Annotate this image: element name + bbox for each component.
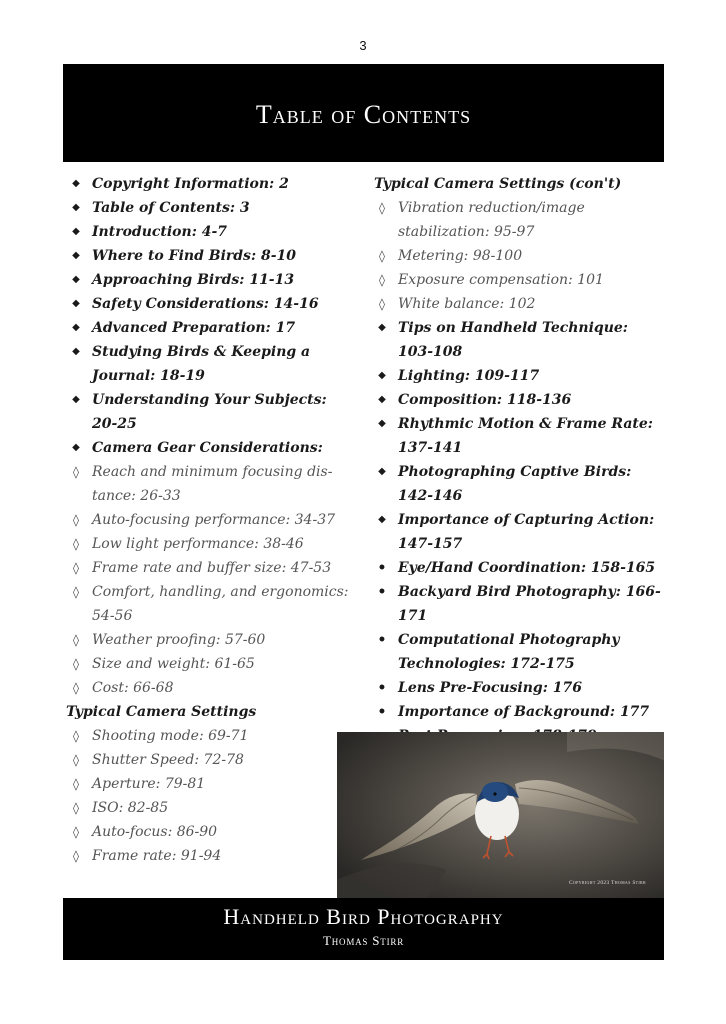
- toc-entry: [372, 316, 664, 364]
- toc-entry: [372, 556, 664, 580]
- lozenge-bullet-icon: ◊: [73, 849, 79, 863]
- toc-entry-text: Auto-focus: 86-90: [92, 824, 218, 840]
- toc-entry: [372, 676, 664, 700]
- photo-credit: Copyright 2023 Thomas Stirr: [569, 880, 646, 886]
- diamond-bullet-icon: ◆: [72, 274, 80, 285]
- toc-entry: [66, 724, 356, 748]
- toc-list-right: [372, 196, 664, 796]
- title-banner: [63, 64, 664, 162]
- toc-entry: [66, 748, 356, 772]
- toc-entry-text: Auto-focusing performance: 34-37: [92, 512, 336, 528]
- section-heading-camera-settings-cont: Typical Camera Settings (con't): [374, 176, 622, 192]
- toc-entry-text: Introduction: 4-7: [92, 224, 228, 240]
- dot-bullet-icon: •: [377, 560, 387, 576]
- toc-entry-text: Advanced Preparation: 17: [92, 320, 296, 336]
- toc-entry: [66, 436, 356, 460]
- lozenge-bullet-icon: ◊: [73, 753, 79, 767]
- toc-entry-text: Lighting: 109-117: [398, 368, 540, 384]
- toc-entry-text: White balance: 102: [398, 296, 536, 312]
- toc-entry-text: Importance of Capturing Action: 147-157: [398, 512, 655, 552]
- toc-left-column: [66, 172, 356, 868]
- diamond-bullet-icon: ◆: [72, 202, 80, 213]
- toc-entry-text: Studying Birds & Keeping a Journal: 18-19: [92, 344, 311, 384]
- toc-list-camera-settings: [66, 724, 356, 868]
- toc-entry: [66, 292, 356, 316]
- toc-entry: [66, 532, 356, 556]
- toc-entry: [66, 652, 356, 676]
- toc-entry-text: Copyright Information: 2: [92, 176, 289, 192]
- toc-entry: [66, 172, 356, 196]
- toc-entry: [372, 268, 664, 292]
- toc-entry: [372, 196, 664, 244]
- toc-entry: [66, 268, 356, 292]
- toc-list-left: [66, 172, 356, 700]
- toc-entry-text: ISO: 82-85: [92, 800, 169, 816]
- toc-entry-text: Composition: 118-136: [398, 392, 572, 408]
- section-heading-camera-settings: Typical Camera Settings: [66, 704, 257, 720]
- book-title: Handheld Bird Photography: [223, 904, 504, 929]
- diamond-bullet-icon: ◆: [378, 322, 386, 333]
- toc-entry: [372, 292, 664, 316]
- toc-entry-text: Eye/Hand Coordination: 158-165: [398, 560, 656, 576]
- lozenge-bullet-icon: ◊: [73, 585, 79, 599]
- toc-entry-text: Comfort, handling, and ergonomics: 54-56: [92, 584, 349, 624]
- dot-bullet-icon: •: [377, 584, 387, 600]
- toc-entry: [66, 556, 356, 580]
- diamond-bullet-icon: ◆: [72, 394, 80, 405]
- toc-entry-text: Camera Gear Considerations:: [92, 440, 323, 456]
- toc-entry: [66, 244, 356, 268]
- toc-entry-text: Reach and minimum focusing dis-tance: 26-33: [92, 464, 333, 504]
- diamond-bullet-icon: ◆: [72, 178, 80, 189]
- toc-entry-text: Cost: 66-68: [92, 680, 174, 696]
- bird-photo: [337, 732, 664, 898]
- toc-entry-text: Where to Find Birds: 8-10: [92, 248, 297, 264]
- toc-entry: [66, 316, 356, 340]
- lozenge-bullet-icon: ◊: [73, 681, 79, 695]
- toc-entry-text: Lens Pre-Focusing: 176: [398, 680, 582, 696]
- lozenge-bullet-icon: ◊: [379, 249, 385, 263]
- diamond-bullet-icon: ◆: [378, 514, 386, 525]
- toc-entry: [66, 820, 356, 844]
- lozenge-bullet-icon: ◊: [73, 657, 79, 671]
- toc-entry-text: Photographing Captive Birds: 142-146: [398, 464, 632, 504]
- toc-entry-text: Size and weight: 61-65: [92, 656, 255, 672]
- lozenge-bullet-icon: ◊: [379, 201, 385, 215]
- toc-entry: [66, 580, 356, 628]
- toc-entry: [372, 412, 664, 460]
- toc-entry: [66, 388, 356, 436]
- toc-entry: [66, 508, 356, 532]
- page-number: 3: [359, 38, 367, 53]
- toc-entry-text: Shutter Speed: 72-78: [92, 752, 244, 768]
- lozenge-bullet-icon: ◊: [73, 633, 79, 647]
- toc-entry: [372, 508, 664, 556]
- lozenge-bullet-icon: ◊: [73, 465, 79, 479]
- toc-entry-text: Table of Contents: 3: [92, 200, 250, 216]
- diamond-bullet-icon: ◆: [378, 370, 386, 381]
- diamond-bullet-icon: ◆: [378, 466, 386, 477]
- toc-entry: [66, 628, 356, 652]
- toc-entry: [66, 220, 356, 244]
- toc-entry: [66, 340, 356, 388]
- lozenge-bullet-icon: ◊: [73, 729, 79, 743]
- lozenge-bullet-icon: ◊: [73, 561, 79, 575]
- lozenge-bullet-icon: ◊: [379, 297, 385, 311]
- toc-entry-text: Low light performance: 38-46: [92, 536, 304, 552]
- toc-entry-text: Safety Considerations: 14-16: [92, 296, 319, 312]
- toc-entry: [66, 460, 356, 508]
- dot-bullet-icon: •: [377, 704, 387, 720]
- page-title: Table of Contents: [255, 100, 472, 129]
- diamond-bullet-icon: ◆: [72, 226, 80, 237]
- toc-entry-text: Understanding Your Subjects: 20-25: [92, 392, 327, 432]
- footer-banner: [63, 898, 664, 960]
- toc-entry-text: Frame rate and buffer size: 47-53: [92, 560, 332, 576]
- toc-entry-text: Vibration reduction/image stabilization: 95-97: [398, 200, 585, 240]
- toc-entry-text: Exposure compensation: 101: [398, 272, 604, 288]
- toc-entry: [372, 580, 664, 628]
- toc-entry: [372, 364, 664, 388]
- toc-entry-text: Aperture: 79-81: [92, 776, 206, 792]
- toc-entry-text: Importance of Background: 177: [398, 704, 650, 720]
- diamond-bullet-icon: ◆: [72, 298, 80, 309]
- toc-entry-text: Approaching Birds: 11-13: [92, 272, 295, 288]
- toc-entry: [372, 460, 664, 508]
- toc-entry-text: Backyard Bird Photography: 166-171: [398, 584, 661, 624]
- lozenge-bullet-icon: ◊: [73, 513, 79, 527]
- toc-entry: [372, 388, 664, 412]
- diamond-bullet-icon: ◆: [72, 346, 80, 357]
- toc-entry: [66, 772, 356, 796]
- toc-entry: [372, 628, 664, 676]
- lozenge-bullet-icon: ◊: [73, 801, 79, 815]
- lozenge-bullet-icon: ◊: [73, 537, 79, 551]
- diamond-bullet-icon: ◆: [378, 394, 386, 405]
- diamond-bullet-icon: ◆: [378, 418, 386, 429]
- toc-entry: [372, 700, 664, 724]
- toc-entry: [66, 796, 356, 820]
- book-author: Thomas Stirr: [322, 933, 405, 948]
- toc-entry-text: Computational Photography Technologies: 172-175: [398, 632, 620, 672]
- toc-entry-text: Rhythmic Motion & Frame Rate: 137-141: [398, 416, 653, 456]
- diamond-bullet-icon: ◆: [72, 442, 80, 453]
- lozenge-bullet-icon: ◊: [73, 825, 79, 839]
- dot-bullet-icon: •: [377, 632, 387, 648]
- toc-entry: [66, 844, 356, 868]
- diamond-bullet-icon: ◆: [72, 250, 80, 261]
- toc-right-column: [372, 172, 664, 796]
- toc-entry-text: Shooting mode: 69-71: [92, 728, 249, 744]
- toc-entry-text: Weather proofing: 57-60: [92, 632, 266, 648]
- toc-entry: [372, 244, 664, 268]
- dot-bullet-icon: •: [377, 680, 387, 696]
- lozenge-bullet-icon: ◊: [73, 777, 79, 791]
- toc-entry: [66, 196, 356, 220]
- toc-entry-text: Metering: 98-100: [398, 248, 523, 264]
- toc-entry: [66, 676, 356, 700]
- swallow-illustration: [337, 732, 664, 898]
- toc-entry-text: Tips on Handheld Technique: 103-108: [398, 320, 628, 360]
- toc-entry-text: Frame rate: 91-94: [92, 848, 222, 864]
- lozenge-bullet-icon: ◊: [379, 273, 385, 287]
- diamond-bullet-icon: ◆: [72, 322, 80, 333]
